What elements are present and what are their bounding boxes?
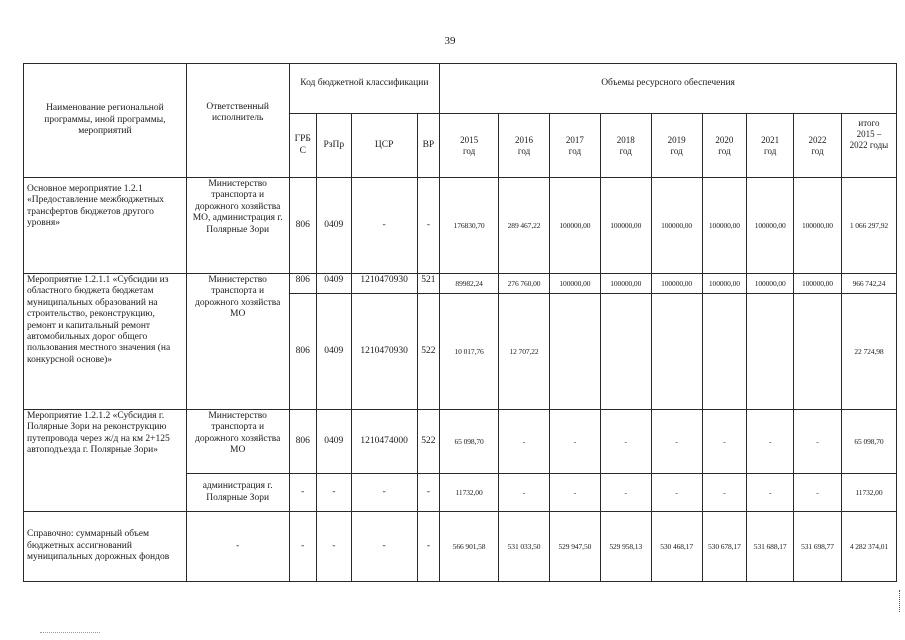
cell-value: - (651, 474, 702, 512)
cell-value: - (702, 474, 747, 512)
col-header-year-2016: 2016 год (499, 114, 550, 178)
cell-rzpr: 0409 (317, 178, 352, 274)
row-responsible: Министерство транспорта и дорожного хозяйства МО (186, 410, 289, 474)
row-responsible: - (186, 512, 289, 582)
col-header-responsible: Ответственный исполнитель (186, 64, 289, 178)
cell-value: - (794, 474, 842, 512)
cell-grbs: 806 (289, 294, 316, 410)
cell-value: 100000,00 (794, 178, 842, 274)
cell-rzpr: 0409 (317, 294, 352, 410)
cell-value: 531 698,77 (794, 512, 842, 582)
cell-csr: - (351, 178, 417, 274)
cell-value (747, 294, 794, 410)
col-header-name: Наименование региональной программы, иной программы, мероприятий (24, 64, 187, 178)
cell-value: 100000,00 (747, 178, 794, 274)
cell-value: - (549, 410, 600, 474)
col-header-year-2020: 2020 год (702, 114, 747, 178)
cell-rzpr: - (317, 474, 352, 512)
cell-value: - (747, 410, 794, 474)
cell-value: 100000,00 (651, 274, 702, 294)
cell-grbs: - (289, 512, 316, 582)
cell-value: 100000,00 (651, 178, 702, 274)
cell-vr: - (417, 178, 439, 274)
row-name: Мероприятие 1.2.1.1 «Субсидии из областного бюджета бюджетам муниципальных образований на строительство, реконструкцию, ремонт и капитальный ремонт автомобильных дорог общего пользования местного значения (на конкурсной основе)» (24, 274, 187, 410)
cell-csr: - (351, 474, 417, 512)
cell-rzpr: - (317, 512, 352, 582)
cell-vr: 522 (417, 294, 439, 410)
cell-value: 529 947,50 (549, 512, 600, 582)
col-header-year-2018: 2018 год (600, 114, 651, 178)
cell-value: 100000,00 (702, 274, 747, 294)
col-header-vr: ВР (417, 114, 439, 178)
cell-value: 12 707,22 (499, 294, 550, 410)
cell-value: 100000,00 (549, 274, 600, 294)
col-header-year-2017: 2017 год (549, 114, 600, 178)
cell-grbs: 806 (289, 410, 316, 474)
cell-value: 65 098,70 (440, 410, 499, 474)
cell-total: 65 098,70 (841, 410, 896, 474)
cell-value: 10 017,76 (440, 294, 499, 410)
cell-value: 100000,00 (702, 178, 747, 274)
cell-csr: - (351, 512, 417, 582)
table-row (24, 512, 897, 582)
cell-value: 89982,24 (440, 274, 499, 294)
cell-value (794, 294, 842, 410)
cell-value: 176830,70 (440, 178, 499, 274)
cell-value (702, 294, 747, 410)
cell-value: - (600, 474, 651, 512)
row-name: Справочно: суммарный объем бюджетных ассигнований муниципальных дорожных фондов (24, 512, 187, 582)
col-header-total: итого 2015 – 2022 годы (841, 114, 896, 178)
scan-artifact (899, 590, 901, 612)
cell-value: 530 678,17 (702, 512, 747, 582)
col-header-year-2019: 2019 год (651, 114, 702, 178)
cell-value: - (747, 474, 794, 512)
cell-value: 531 033,50 (499, 512, 550, 582)
cell-grbs: - (289, 474, 316, 512)
cell-value: 529 958,13 (600, 512, 651, 582)
cell-csr: 1210470930 (351, 274, 417, 294)
cell-value: 100000,00 (794, 274, 842, 294)
col-header-year-2021: 2021 год (747, 114, 794, 178)
cell-csr: 1210474000 (351, 410, 417, 474)
cell-value (600, 294, 651, 410)
cell-vr: - (417, 512, 439, 582)
col-header-rzpr: РзПр (317, 114, 352, 178)
cell-grbs: 806 (289, 178, 316, 274)
table-row (24, 274, 897, 294)
row-responsible: Министерство транспорта и дорожного хозяйства МО (186, 274, 289, 410)
table-row (24, 410, 897, 474)
cell-value: 100000,00 (600, 178, 651, 274)
col-header-resources: Объемы ресурсного обеспечения (440, 64, 897, 114)
table-row (24, 178, 897, 274)
cell-value: 289 467,22 (499, 178, 550, 274)
col-header-csr: ЦСР (351, 114, 417, 178)
cell-value: 531 688,17 (747, 512, 794, 582)
col-header-grbs: ГРБ С (289, 114, 316, 178)
cell-total: 4 282 374,01 (841, 512, 896, 582)
cell-value: 100000,00 (549, 178, 600, 274)
cell-csr: 1210470930 (351, 294, 417, 410)
row-name: Мероприятие 1.2.1.2 «Субсидия г. Полярные Зори на реконструкцию путепровода через ж/д на км 2+125 автоподъезда г. Полярные Зори» (24, 410, 187, 512)
cell-value: 276 760,00 (499, 274, 550, 294)
cell-value: 566 901,58 (440, 512, 499, 582)
cell-value: 530 468,17 (651, 512, 702, 582)
cell-total: 22 724,98 (841, 294, 896, 410)
col-header-budget-code: Код бюджетной классификации (289, 64, 440, 114)
col-header-year-2015: 2015 год (440, 114, 499, 178)
cell-grbs: 806 (289, 274, 316, 294)
header-row-top (24, 64, 897, 114)
row-name: Основное мероприятие 1.2.1 «Предоставление межбюджетных трансфертов бюджетов другого уровня» (24, 178, 187, 274)
cell-value (651, 294, 702, 410)
cell-vr: 521 (417, 274, 439, 294)
cell-total: 1 066 297,92 (841, 178, 896, 274)
page-number: 39 (444, 35, 456, 47)
cell-value: - (549, 474, 600, 512)
cell-value: - (499, 410, 550, 474)
col-header-year-2022: 2022 год (794, 114, 842, 178)
cell-vr: - (417, 474, 439, 512)
budget-table (23, 63, 897, 582)
cell-value: 100000,00 (600, 274, 651, 294)
scan-artifact (40, 632, 100, 634)
cell-value (549, 294, 600, 410)
cell-value: 11732,00 (440, 474, 499, 512)
cell-total: 966 742,24 (841, 274, 896, 294)
cell-rzpr: 0409 (317, 274, 352, 294)
cell-rzpr: 0409 (317, 410, 352, 474)
cell-vr: 522 (417, 410, 439, 474)
row-responsible: администрация г. Полярные Зори (186, 474, 289, 512)
cell-value: - (702, 410, 747, 474)
cell-value: 100000,00 (747, 274, 794, 294)
row-responsible: Министерство транспорта и дорожного хозяйства МО, администрация г. Полярные Зори (186, 178, 289, 274)
cell-value: - (794, 410, 842, 474)
cell-value: - (499, 474, 550, 512)
cell-value: - (651, 410, 702, 474)
cell-value: - (600, 410, 651, 474)
cell-total: 11732,00 (841, 474, 896, 512)
